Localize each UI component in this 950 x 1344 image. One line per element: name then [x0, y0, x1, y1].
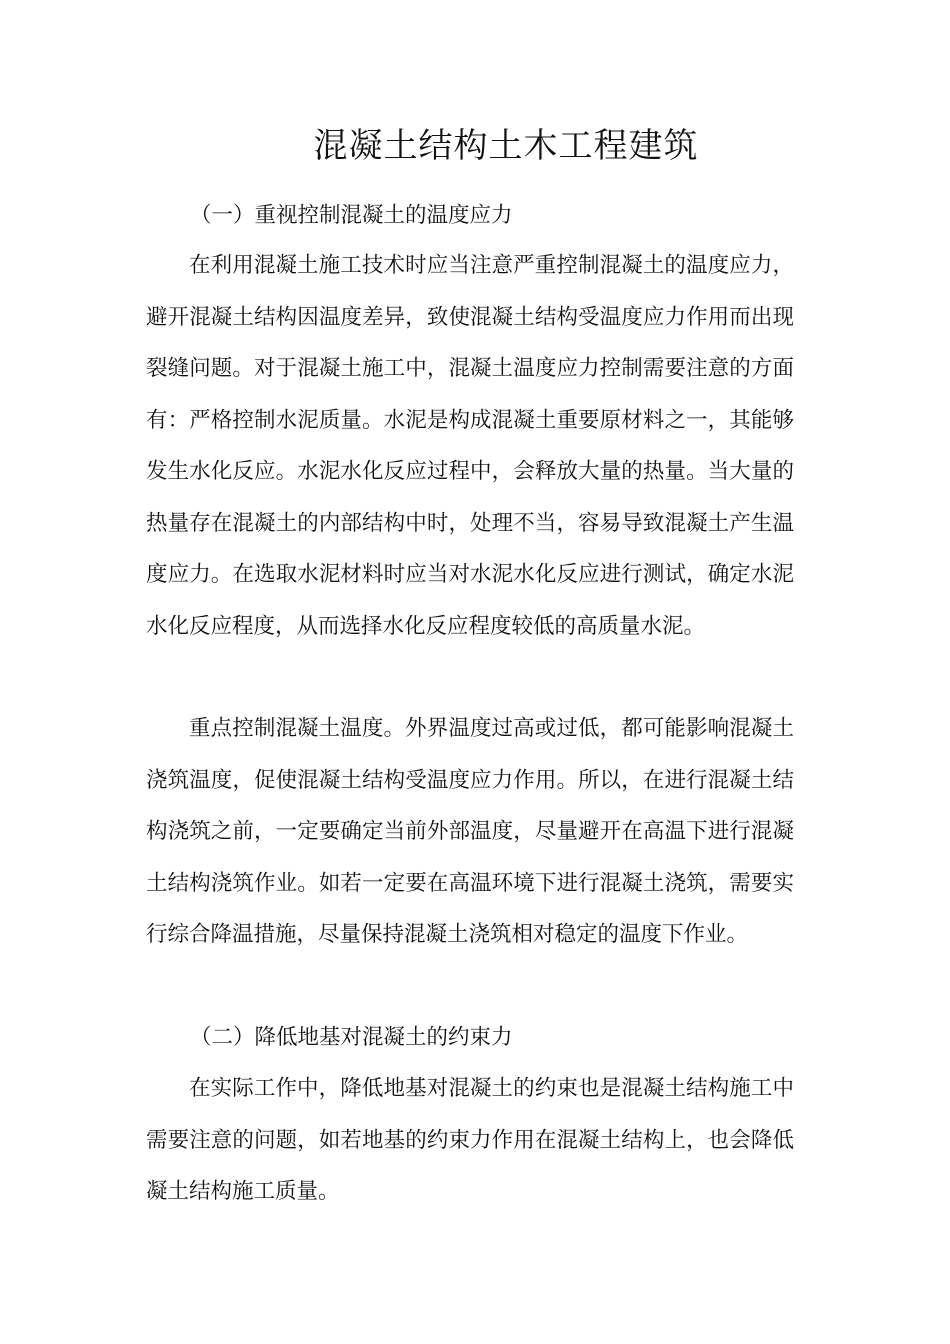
document-title: 混凝土结构土木工程建筑 [313, 126, 699, 166]
section-1-paragraph-1 [146, 240, 794, 652]
section-heading: （一）重视控制混凝土的温度应力 [190, 203, 513, 228]
paragraph: 在利用混凝土施工技术时应当注意严重控制混凝土的温度应力，避开混凝土结构因温度差异，致使混凝土结构受温度应力作用而出现裂缝问题。对于混凝土施工中，混凝土温度应力控制需要注意的方面有：严格控制水泥质量。水泥是构成混凝土重要原材料之一，其能够发生水化反应。水泥水化反应过程中，会释放大量的热量。当大量的热量存在混凝土的内部结构中时，处理不当，容易导致混凝土产生温度应力。在选取水泥材料时应当对水泥水化反应进行测试，确定水泥水化反应程度，从而选择水化反应程度较低的高质量水泥。 [146, 253, 794, 639]
paragraph: 重点控制混凝土温度。外界温度过高或过低，都可能影响混凝土浇筑温度，促使混凝土结构受温度应力作用。所以，在进行混凝土结构浇筑之前，一定要确定当前外部温度，尽量避开在高温下进行混凝土结构浇筑作业。如若一定要在高温环境下进行混凝土浇筑，需要实行综合降温措施，尽量保持混凝土浇筑相对稳定的温度下作业。 [146, 716, 794, 947]
paragraph: 在实际工作中，降低地基对混凝土的约束也是混凝土结构施工中需要注意的问题，如若地基的约束力作用在混凝土结构上，也会降低凝土结构施工质量。 [146, 1076, 794, 1204]
section-2-heading-block [146, 1012, 794, 1064]
section-1-paragraph-2 [146, 703, 794, 961]
section-heading: （二）降低地基对混凝土的约束力 [190, 1025, 513, 1050]
section-2-paragraph-1 [146, 1063, 794, 1218]
section-1-heading-block [146, 190, 794, 242]
